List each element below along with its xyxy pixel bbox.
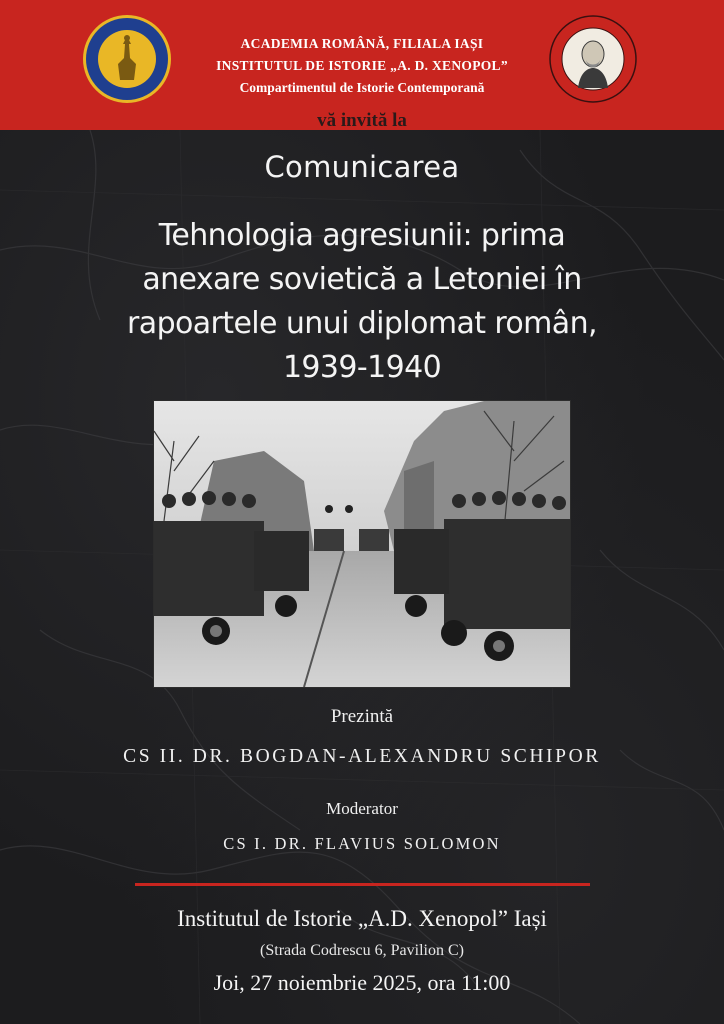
- moderator-name: CS I. DR. FLAVIUS SOLOMON: [223, 834, 501, 853]
- military-trucks-photo-icon: [154, 401, 570, 687]
- event-title-line: anexare sovietică a Letoniei în: [142, 262, 582, 297]
- historical-photo: [153, 400, 571, 688]
- institutul-xenopol-logo-icon: [548, 14, 638, 104]
- red-divider: [135, 883, 590, 886]
- event-title-line: 1939-1940: [282, 350, 442, 385]
- header-academy-line: ACADEMIA ROMÂNĂ, FILIALA IAȘI: [240, 36, 484, 51]
- venue-address: (Strada Codrescu 6, Pavilion C): [260, 942, 464, 959]
- venue-name: Institutul de Istorie „A.D. Xenopol” Iași: [177, 906, 547, 931]
- presenter-label: Prezintă: [330, 706, 394, 727]
- event-type-heading: Comunicarea: [264, 150, 460, 184]
- event-datetime: Joi, 27 noiembrie 2025, ora 11:00: [213, 970, 511, 995]
- header-department-line: Compartimentul de Istorie Contemporană: [239, 80, 485, 95]
- event-title: [0, 214, 724, 390]
- header-banner: [0, 0, 724, 130]
- event-title-line: Tehnologia agresiunii: prima: [158, 218, 566, 253]
- event-title-line: rapoartele unui diplomat român,: [127, 306, 597, 341]
- academia-romana-logo-icon: [82, 14, 172, 104]
- presenter-name: CS II. DR. BOGDAN-ALEXANDRU SCHIPOR: [123, 746, 601, 767]
- header-institute-line: INSTITUTUL DE ISTORIE „A. D. XENOPOL”: [216, 58, 508, 73]
- moderator-label: Moderator: [326, 799, 398, 818]
- invite-text: vă invită la: [317, 110, 407, 131]
